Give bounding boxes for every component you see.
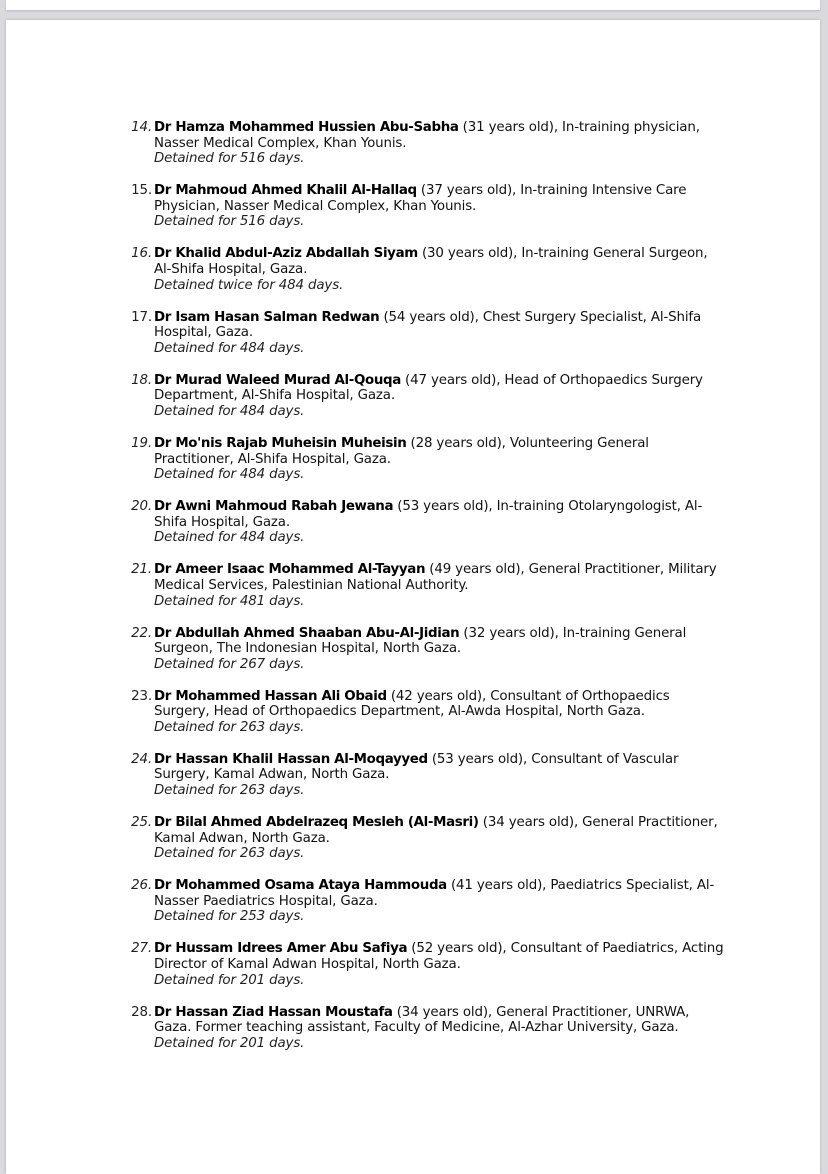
doctor-name: Dr Hassan Khalil Hassan Al-Moqayyed [154, 751, 428, 767]
previous-page-edge [6, 0, 820, 10]
detention-duration: Detained for 516 days. [154, 214, 305, 230]
doctor-name: Dr Bilal Ahmed Abdelrazeq Mesleh (Al-Masri) [154, 815, 479, 831]
detention-duration: Detained for 484 days. [154, 467, 305, 483]
doctor-name: Dr Murad Waleed Murad Al-Qouqa [154, 372, 401, 388]
detention-duration: Detained for 253 days. [154, 909, 305, 925]
list-item [124, 689, 724, 752]
doctor-name: Dr Hamza Mohammed Hussien Abu-Sabha [154, 120, 459, 135]
doctor-details: (52 years old), Consultant of Paediatrics, Acting Director of Kamal Adwan Hospital, North Gaza. [154, 941, 724, 973]
detention-duration: Detained for 516 days. [154, 151, 305, 167]
list-item [124, 562, 724, 625]
doctor-details: (53 years old), Consultant of Vascular Surgery, Kamal Adwan, North Gaza. [154, 751, 679, 783]
list-item [124, 120, 724, 183]
list-item [124, 246, 724, 309]
item-number: 18. [131, 372, 152, 388]
detainee-list [124, 120, 724, 1068]
list-item [124, 878, 724, 941]
item-number: 17. [131, 309, 152, 325]
item-number: 22. [131, 625, 152, 641]
item-number: 23. [131, 688, 152, 704]
doctor-name: Dr Awni Mahmoud Rabah Jewana [154, 499, 394, 515]
document-page[interactable] [6, 20, 820, 1174]
doctor-details: (42 years old), Consultant of Orthopaedics Surgery, Head of Orthopaedics Department, Al-Awda Hospital, North Gaza. [154, 688, 670, 720]
detention-duration: Detained for 201 days. [154, 972, 305, 988]
detention-duration: Detained for 263 days. [154, 783, 305, 799]
detention-duration: Detained for 481 days. [154, 593, 305, 609]
doctor-details: (49 years old), General Practitioner, Military Medical Services, Palestinian National Authority. [154, 562, 717, 593]
item-number: 21. [131, 562, 152, 578]
detention-duration: Detained for 484 days. [154, 340, 305, 356]
detention-duration: Detained for 201 days. [154, 1035, 305, 1051]
doctor-name: Dr Hussam Idrees Amer Abu Safiya [154, 941, 408, 957]
doctor-name: Dr Mahmoud Ahmed Khalil Al-Hallaq [154, 183, 417, 199]
item-number: 14. [131, 120, 152, 135]
list-item [124, 1005, 724, 1068]
doctor-details: (54 years old), Chest Surgery Specialist, Al-Shifa Hospital, Gaza. [154, 309, 702, 341]
item-number: 27. [131, 941, 152, 957]
doctor-details: (28 years old), Volunteering General Practitioner, Al-Shifa Hospital, Gaza. [154, 435, 649, 467]
doctor-details: (34 years old), General Practitioner, Kamal Adwan, North Gaza. [154, 815, 718, 846]
doctor-details: (47 years old), Head of Orthopaedics Surgery Department, Al-Shifa Hospital, Gaza. [154, 372, 703, 404]
item-number: 19. [131, 435, 152, 451]
list-item [124, 752, 724, 815]
doctor-name: Dr Mo'nis Rajab Muheisin Muheisin [154, 435, 407, 451]
item-number: 28. [131, 1004, 152, 1020]
doctor-name: Dr Abdullah Ahmed Shaaban Abu-Al-Jidian [154, 625, 460, 641]
detention-duration: Detained for 267 days. [154, 656, 305, 672]
doctor-details: (32 years old), In-training General Surgeon, The Indonesian Hospital, North Gaza. [154, 625, 687, 657]
doctor-details: (41 years old), Paediatrics Specialist, Al-Nasser Paediatrics Hospital, Gaza. [154, 878, 715, 909]
list-item [124, 373, 724, 436]
list-item [124, 183, 724, 246]
detention-duration: Detained for 484 days. [154, 530, 305, 546]
item-number: 16. [131, 246, 152, 262]
item-number: 20. [131, 499, 152, 515]
item-number: 24. [131, 751, 152, 767]
doctor-name: Dr Mohammed Osama Ataya Hammouda [154, 878, 447, 894]
doctor-details: (30 years old), In-training General Surgeon, Al-Shifa Hospital, Gaza. [154, 246, 708, 277]
doctor-name: Dr Isam Hasan Salman Redwan [154, 309, 380, 325]
list-item [124, 436, 724, 499]
item-number: 15. [131, 183, 152, 199]
list-item [124, 310, 724, 373]
doctor-details: (31 years old), In-training physician, Nasser Medical Complex, Khan Younis. [154, 120, 700, 151]
list-item [124, 499, 724, 562]
list-item [124, 815, 724, 878]
list-item [124, 626, 724, 689]
item-number: 25. [131, 815, 152, 831]
doctor-name: Dr Mohammed Hassan Ali Obaid [154, 688, 387, 704]
doctor-details: (34 years old), General Practitioner, UNRWA, Gaza. Former teaching assistant, Faculty of Medicine, Al-Azhar University, Gaza. [154, 1004, 690, 1036]
doctor-name: Dr Ameer Isaac Mohammed Al-Tayyan [154, 562, 426, 578]
detention-duration: Detained for 263 days. [154, 846, 305, 862]
doctor-name: Dr Khalid Abdul-Aziz Abdallah Siyam [154, 246, 418, 262]
item-number: 26. [131, 878, 152, 894]
doctor-details: (53 years old), In-training Otolaryngologist, Al-Shifa Hospital, Gaza. [154, 499, 703, 530]
detention-duration: Detained for 263 days. [154, 719, 305, 735]
doctor-details: (37 years old), In-training Intensive Care Physician, Nasser Medical Complex, Khan Younis. [154, 183, 687, 214]
detention-duration: Detained for 484 days. [154, 403, 305, 419]
detention-duration: Detained twice for 484 days. [154, 277, 344, 293]
doctor-name: Dr Hassan Ziad Hassan Moustafa [154, 1004, 393, 1020]
list-item [124, 941, 724, 1004]
